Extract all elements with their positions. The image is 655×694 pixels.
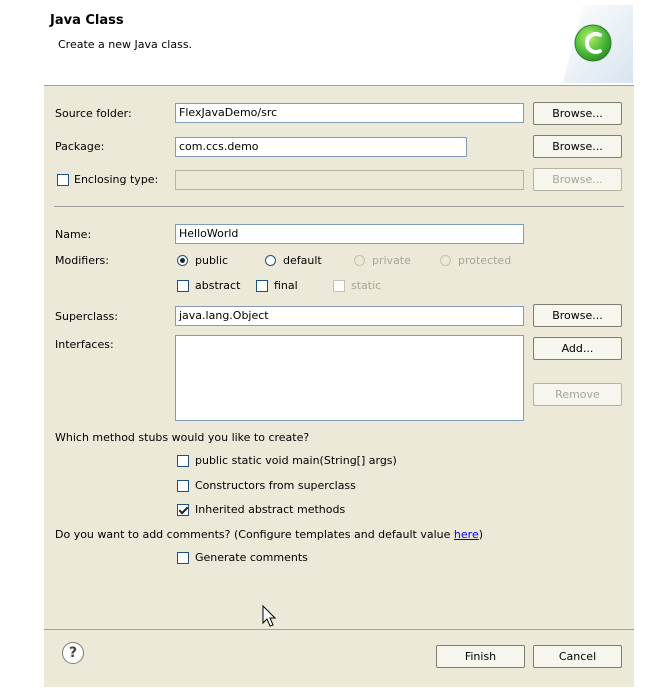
comments-question-text: Do you want to add comments? (Configure templates and default value [55, 528, 454, 541]
modifier-protected-radio [440, 255, 451, 266]
package-input[interactable]: com.ccs.demo [175, 137, 467, 157]
source-folder-browse-button[interactable]: Browse... [533, 102, 622, 125]
cancel-button[interactable]: Cancel [533, 645, 622, 668]
enclosing-type-label: Enclosing type: [74, 173, 159, 186]
dialog-title: Java Class [50, 13, 124, 28]
name-input[interactable]: HelloWorld [175, 224, 524, 244]
modifier-private-radio [354, 255, 365, 266]
help-icon[interactable]: ? [62, 642, 84, 664]
modifier-protected-label: protected [458, 254, 512, 267]
generate-comments-label: Generate comments [195, 551, 308, 564]
comments-question-suffix: ) [478, 528, 484, 541]
modifier-default-radio[interactable] [265, 255, 276, 266]
enclosing-type-checkbox[interactable] [57, 174, 69, 186]
modifier-static-checkbox [333, 280, 345, 292]
modifier-final-label: final [274, 279, 298, 292]
modifiers-label: Modifiers: [55, 254, 109, 267]
enclosing-type-input [175, 170, 524, 190]
modifier-abstract-label: abstract [195, 279, 241, 292]
enclosing-type-browse-button: Browse... [533, 168, 622, 191]
source-folder-label: Source folder: [55, 107, 132, 120]
inherited-methods-checkbox[interactable] [177, 504, 189, 516]
configure-templates-link[interactable]: here [453, 528, 479, 541]
name-label: Name: [55, 228, 92, 241]
generate-comments-checkbox[interactable] [177, 552, 189, 564]
remove-interface-button: Remove [533, 383, 622, 406]
dialog-description: Create a new Java class. [58, 38, 193, 51]
modifier-private-label: private [372, 254, 411, 267]
modifier-static-label: static [351, 279, 382, 292]
interfaces-list[interactable] [175, 335, 524, 421]
main-method-label: public static void main(String[] args) [195, 454, 397, 467]
java-class-icon [563, 5, 633, 83]
modifier-default-label: default [283, 254, 322, 267]
modifier-public-label: public [195, 254, 229, 267]
modifier-final-checkbox[interactable] [256, 280, 268, 292]
superclass-browse-button[interactable]: Browse... [533, 304, 622, 327]
package-label: Package: [55, 140, 105, 153]
mouse-cursor-icon [262, 605, 278, 629]
superclass-label: Superclass: [55, 310, 118, 323]
constructors-label: Constructors from superclass [195, 479, 356, 492]
finish-button[interactable]: Finish [436, 645, 525, 668]
modifier-public-radio[interactable] [177, 255, 188, 266]
modifier-abstract-checkbox[interactable] [177, 280, 189, 292]
add-interface-button[interactable]: Add... [533, 337, 622, 360]
section-separator [54, 206, 624, 207]
constructors-checkbox[interactable] [177, 480, 189, 492]
source-folder-input[interactable]: FlexJavaDemo/src [175, 103, 524, 123]
method-stubs-question: Which method stubs would you like to create? [55, 431, 310, 444]
main-method-checkbox[interactable] [177, 455, 189, 467]
interfaces-label: Interfaces: [55, 338, 114, 351]
superclass-input[interactable]: java.lang.Object [175, 306, 524, 326]
comments-question [55, 528, 483, 541]
package-browse-button[interactable]: Browse... [533, 135, 622, 158]
inherited-methods-label: Inherited abstract methods [195, 503, 346, 516]
